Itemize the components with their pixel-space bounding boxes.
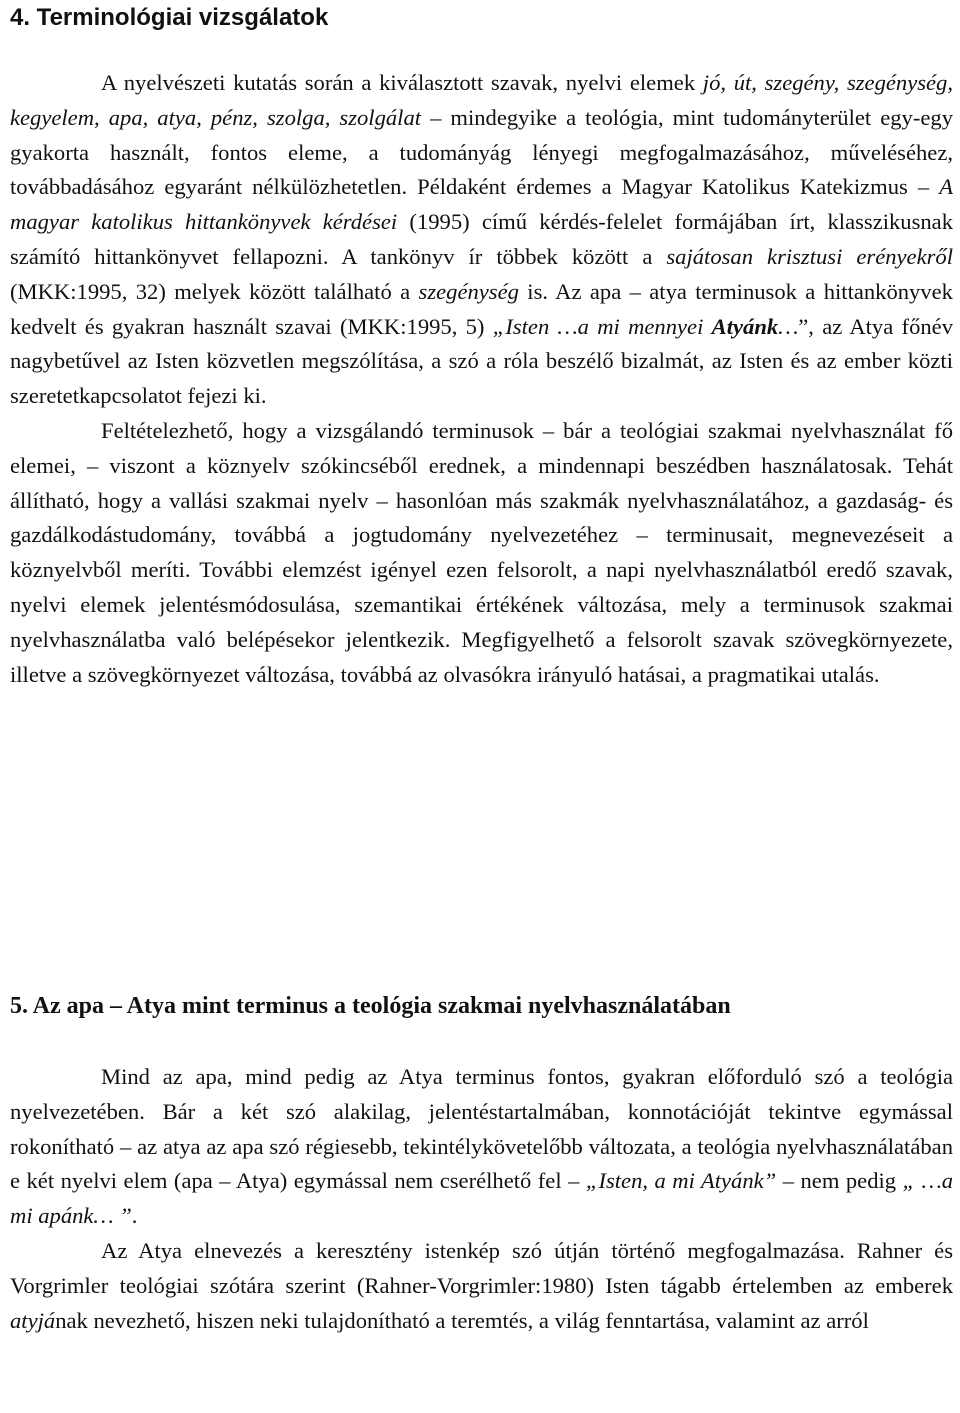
text-run: Az Atya elnevezés a keresztény istenkép szó útján történő megfogalmazása. Rahner és Vorgrimler teológiai szótára szerint (Rahner-Vorgrimler:1980) Isten tágabb értelemben az emberek — [10, 1237, 953, 1298]
section-5-body — [10, 1060, 953, 1338]
text-run: Feltételezhető, hogy a vizsgálandó terminusok – bár a teológiai szakmai nyelvhasználat fő elemei, – viszont a köznyelv szókincséből erednek, a mindennapi beszédben használatosak. Tehát állítható, hogy a vallási szakmai nyelv – hasonlóan más szakmák nyelvhasználatához, a gazdaság- és gazdálkodástudomány, továbbá a jogtudomány nyelvezetéhez – terminusait, megnevezéseit a köznyelvből meríti. További elemzést igényel ezen felsorolt, a napi nyelvhasználatból eredő szavak, nyelvi elemek jelentésmódosulása, szemantikai értékének változása, mely a terminusok szakmai nyelvhasználatba való belépésekor jelentkezik. Megfigyelhető a felsorolt szavak szövegkörnyezete, illetve a szövegkörnyezet változása, továbbá az olvasókra irányuló hatásai, a pragmatikai utalás. — [10, 417, 953, 687]
text-run: „ …a mi apánk… ” — [10, 1168, 953, 1229]
text-run: ”, az Atya főnév nagybetűvel az Isten közvetlen megszólítása, a szó a róla beszélő bizalmát, az Isten és az ember közti szeretetkapcsolatot fejezi ki. — [10, 313, 953, 409]
text-run: . — [131, 1203, 138, 1229]
text-run: jó, út, szegény, szegénység, kegyelem, apa, atya, pénz, szolga, szolgálat — [10, 70, 953, 130]
paragraph-2 — [10, 414, 953, 692]
text-run: sajátosan krisztusi erényekről — [666, 243, 953, 269]
paragraph-4 — [10, 1234, 953, 1338]
text-run: – mindegyike a teológia, mint tudományterület egy-egy gyakorta használt, fontos eleme, a tudományág lényegi megfogalmazásához, műveléséhez, továbbadásához egyaránt nélkülözhetetlen. Példaként érdemes a Magyar Katolikus Katekizmus – — [10, 104, 953, 200]
paragraph-3 — [10, 1060, 953, 1234]
text-run: is. Az apa – atya terminusok a hittankönyvek kedvelt és gyakran használt szavai (MKK:1995, 5) — [10, 278, 953, 339]
section-4-heading: 4. Terminológiai vizsgálatok — [10, 4, 329, 31]
text-run: (MKK:1995, 32) melyek között található a — [10, 278, 419, 304]
section-5-heading: 5. Az apa – Atya mint terminus a teológia szakmai nyelvhasználatában — [10, 993, 731, 1019]
text-run: – nem pedig — [776, 1168, 903, 1194]
text-run: … — [778, 313, 799, 339]
text-run: Atyánk — [711, 313, 779, 339]
text-run: A magyar katolikus hittankönyvek kérdései — [10, 174, 953, 235]
text-run: atyjá — [10, 1307, 56, 1333]
text-run: Mind az apa, mind pedig az Atya terminus fontos, gyakran előforduló szó a teológia nyelvezetében. Bár a két szó alakilag, jelentéstartalmában, konnotációját tekintve egymással rokonítható – az atya az apa szó régiesebb, tekintélykövetelőbb változata, a teológia nyelvhasználatában e két nyelvi elem (apa – Atya) egymással nem cserélhető fel – — [10, 1064, 953, 1194]
text-run: nak nevezhető, hiszen neki tulajdonítható a teremtés, a világ fenntartása, valamint az arról — [55, 1307, 869, 1333]
section-4-body — [10, 66, 953, 692]
text-run: „Isten …a mi mennyei — [492, 313, 712, 339]
text-run: A nyelvészeti kutatás során a kiválasztott szavak, nyelvi elemek — [101, 70, 703, 95]
paragraph-1 — [10, 66, 953, 414]
text-run: „Isten, a mi Atyánk” — [585, 1168, 777, 1194]
text-run: szegénység — [418, 278, 519, 304]
text-run: (1995) című kérdés-felelet formájában írt, klasszikusnak számító hittankönyvet fellapozni. A tankönyv ír többek között a — [10, 209, 954, 269]
